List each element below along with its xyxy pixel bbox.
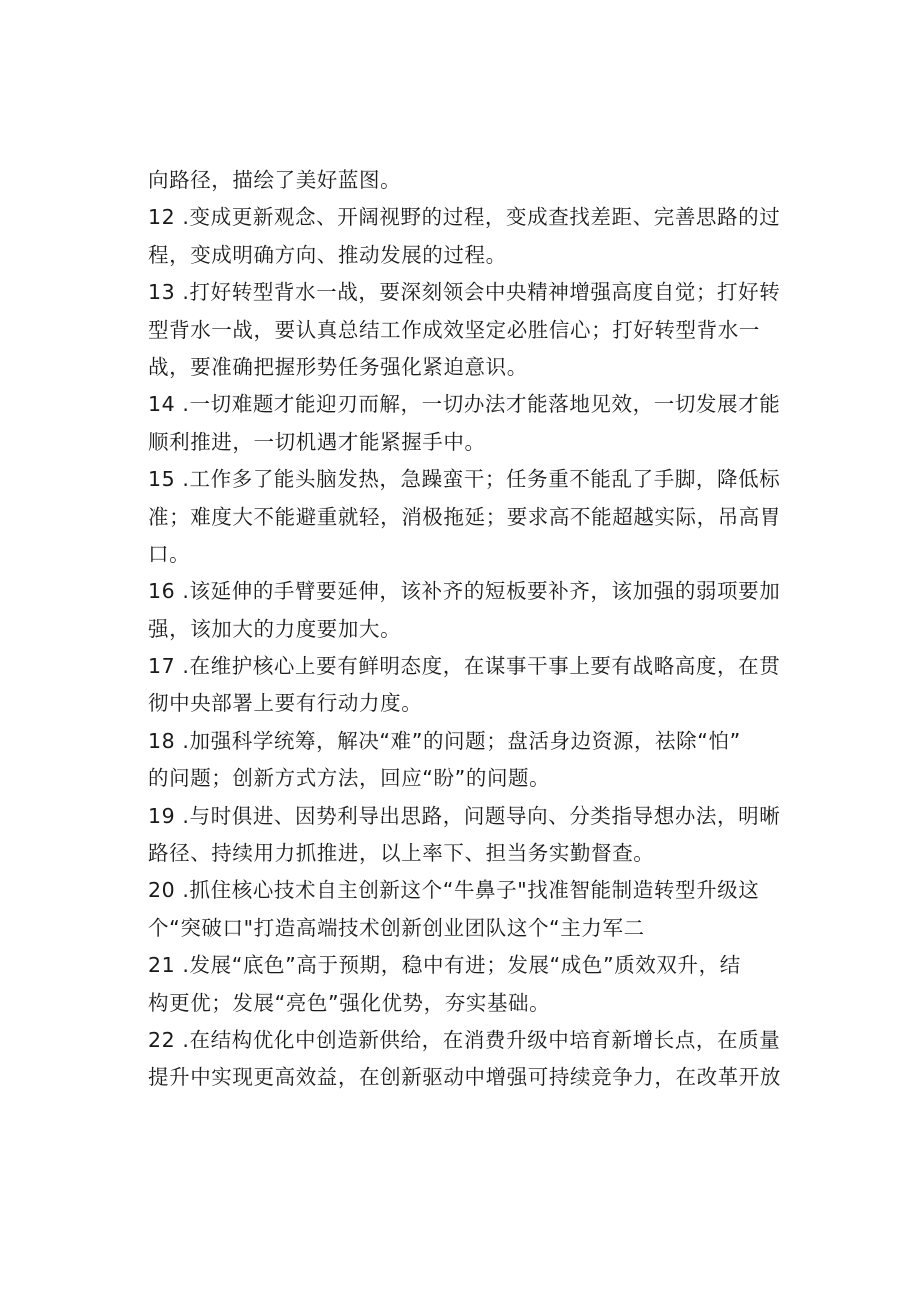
text-line: 彻中央部署上要有行动力度。 <box>148 691 423 716</box>
text-line: 顺利推进，一切机遇才能紧握手中。 <box>148 429 486 454</box>
list-item-13 <box>148 274 781 386</box>
text-line: 14 .一切难题才能迎刃而解，一切办法才能落地见效，一切发展才能 <box>148 392 781 417</box>
list-item-12 <box>148 199 781 274</box>
text-line: 19 .与时俱进、因势利导出思路，问题导向、分类指导想办法，明晰 <box>148 803 781 828</box>
text-line: 口。 <box>148 541 191 566</box>
list-item-21 <box>148 947 768 1022</box>
text-line: 准；难度大不能避重就轻，消极拖延；要求高不能超越实际，吊高胃 <box>148 504 781 529</box>
text-line: 12 .变成更新观念、开阔视野的过程，变成查找差距、完善思路的过 <box>148 205 781 230</box>
text-line: 战，要准确把握形势任务强化紧迫意识。 <box>148 354 528 379</box>
list-item-19 <box>148 798 781 873</box>
text-line: 向路径，描绘了美好蓝图。 <box>148 168 402 192</box>
list-item-14 <box>148 386 781 461</box>
document-body <box>148 162 781 1097</box>
text-line: 21 .发展“底色”高于预期，稳中有进；发展“成色”质效双升，结 <box>148 953 741 978</box>
text-line: 强，该加大的力度要加大。 <box>148 616 402 641</box>
text-line: 13 .打好转型背水一战，要深刻领会中央精神增强高度自觉；打好转 <box>148 280 781 305</box>
text-line: 个“突破口"打造高端技术创新创业团队这个“主力军二 <box>148 915 645 940</box>
list-item-15 <box>148 461 781 573</box>
list-item-22 <box>148 1022 781 1097</box>
text-line: 20 .抓住核心技术自主创新这个“牛鼻子"找准智能制造转型升级这 <box>148 878 760 903</box>
text-line: 提升中实现更高效益，在创新驱动中增强可持续竞争力，在改革开放 <box>148 1065 781 1090</box>
text-line: 型背水一战，要认真总结工作成效坚定必胜信心；打好转型背水一 <box>148 317 760 342</box>
text-line: 16 .该延伸的手臂要延伸，该补齐的短板要补齐，该加强的弱项要加 <box>148 579 781 604</box>
text-line: 的问题；创新方式方法，回应“盼”的问题。 <box>148 766 551 791</box>
text-line: 路径、持续用力抓推进，以上率下、担当务实勤督查。 <box>148 841 655 866</box>
list-item-continuation <box>148 162 768 199</box>
list-item-18 <box>148 723 768 798</box>
text-line: 17 .在维护核心上要有鲜明态度，在谋事干事上要有战略高度，在贯 <box>148 654 781 679</box>
text-line: 程，变成明确方向、推动发展的过程。 <box>148 242 507 267</box>
text-line: 15 .工作多了能头脑发热，急躁蛮干；任务重不能乱了手脚，降低标 <box>148 467 781 492</box>
text-line: 18 .加强科学统筹，解决“难”的问题；盘活身边资源，祛除“怕” <box>148 728 741 753</box>
text-line: 22 .在结构优化中创造新供给，在消费升级中培育新增长点，在质量 <box>148 1027 781 1052</box>
list-item-17 <box>148 648 781 723</box>
list-item-20 <box>148 872 768 947</box>
list-item-16 <box>148 573 781 648</box>
text-line: 构更优；发展“亮色”强化优势，夯实基础。 <box>148 990 551 1015</box>
